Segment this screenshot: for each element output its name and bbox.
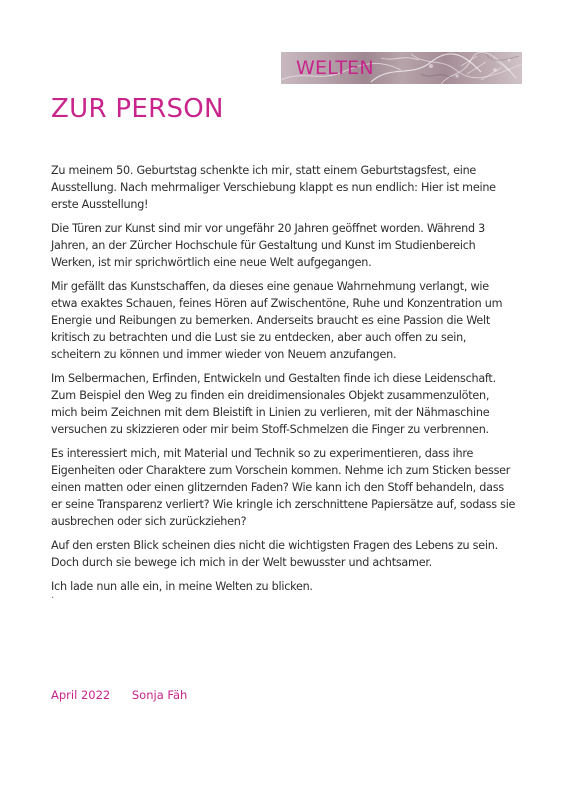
paragraph: Es interessiert mich, mit Material und Technik so zu experimentieren, dass ihre Eigenheiten oder Charaktere zum Vorschein kommen. Nehme ich zum Sticken besser einen matten oder einen glitzernden Faden? Wie kann ich den Stoff behandeln, dass er seine Transparenz verliert? Wie kringle ich zerschnittene Papiersätze auf, sodass sie ausbrechen oder sich zurückziehen? (51, 447, 516, 528)
paragraph: Im Selbermachen, Erfinden, Entwickeln und Gestalten finde ich diese Leidenschaft. Zum Beispiel den Weg zu finden ein dreidimensionales Objekt zusammenzulöten, mich beim Zeichnen mit dem Bleistift in Linien zu verlieren, mit der Nähmaschine versuchen zu skizzieren oder mir beim Stoff-Schmelzen die Finger zu verbrennen. (51, 372, 496, 436)
body-text (51, 162, 517, 602)
footer-author: Sonja Fäh (131, 688, 188, 702)
footer-date: April 2022 (51, 688, 111, 702)
paragraph: Mir gefällt das Kunstschaffen, da dieses eine genaue Wahrnehmung verlangt, wie etwa exaktes Schauen, feines Hören auf Zwischentöne, Ruhe und Konzentration um Energie und Reibungen zu bemerken. Anderseits braucht es eine Passion die Welt kritisch zu betrachten und die Lust sie zu entdecken, aber auch offen zu sein, scheitern zu können und immer wieder von Neuem anzufangen. (51, 280, 503, 361)
paragraph: Auf den ersten Blick scheinen dies nicht die wichtigsten Fragen des Lebens zu sein. Doch durch sie bewege ich mich in der Welt bewusster und achtsamer. (51, 539, 498, 569)
paragraph: Zu meinem 50. Geburtstag schenkte ich mir, statt einem Geburtstagsfest, eine Ausstellung. Nach mehrmaliger Verschiebung klappt es nun endlich: Hier ist meine erste Ausstellung! (51, 164, 496, 211)
welten-banner (281, 52, 522, 84)
stray-mark: . (51, 590, 55, 601)
paragraph: Die Türen zur Kunst sind mir vor ungefähr 20 Jahren geöffnet worden. Während 3 Jahren, an der Zürcher Hochschule für Gestaltung und Kunst im Studienbereich Werken, ist mir sprichwörtlich eine neue Welt aufgegangen. (51, 222, 485, 269)
page-title: ZUR PERSON (51, 94, 224, 124)
footer (51, 687, 187, 703)
paragraph: Ich lade nun alle ein, in meine Welten zu blicken. (51, 580, 313, 593)
banner-label: WELTEN (296, 57, 374, 79)
